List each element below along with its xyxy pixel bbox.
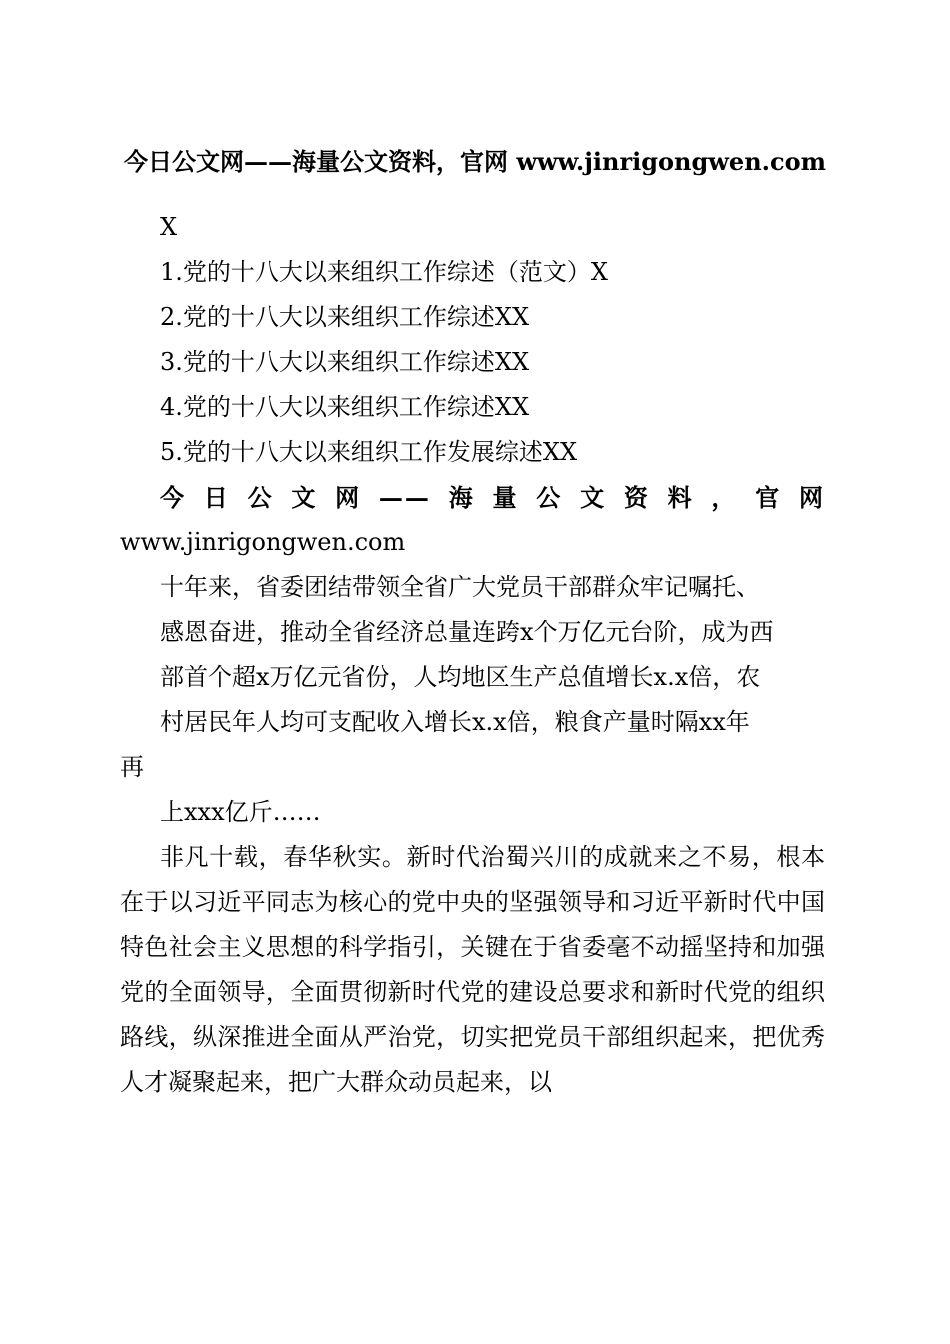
paragraph-line: 感恩奋进，推动全省经济总量连跨x个万亿元台阶，成为西 xyxy=(160,618,774,646)
document-body xyxy=(120,205,825,1105)
toc-item: 4.党的十八大以来组织工作综述XX xyxy=(160,393,530,421)
paragraph-line: 村居民年人均可支配收入增长x.x倍，粮食产量时隔xx年 xyxy=(160,708,750,736)
toc-item: 2.党的十八大以来组织工作综述XX xyxy=(160,303,530,331)
paragraph-line: 十年来，省委团结带领全省广大党员干部群众牢记嘱托、 xyxy=(160,573,760,601)
toc-item: 5.党的十八大以来组织工作发展综述XX xyxy=(160,438,578,466)
toc-marker: X xyxy=(160,213,178,241)
paragraph: 非凡十载，春华秋实。新时代治蜀兴川的成就来之不易，根本在于以习近平同志为核心的党中央的坚强领导和习近平新时代中国特色社会主义思想的科学指引，关键在于省委毫不动摇坚持和加强党的全面领导，全面贯彻新时代党的建设总要求和新时代党的组织路线，纵深推进全面从严治党，切实把党员干部组织起来，把优秀人才凝聚起来，把广大群众动员起来，以 xyxy=(120,843,825,1096)
paragraph-line: 再 xyxy=(120,753,144,781)
watermark-text: 今日公文网——海量公文资料，官网 xyxy=(160,483,825,512)
paragraph-short: 上xxx亿斤…… xyxy=(160,798,321,826)
paragraph-line: 部首个超x万亿元省份，人均地区生产总值增长x.x倍，农 xyxy=(160,663,761,691)
toc-item: 3.党的十八大以来组织工作综述XX xyxy=(160,348,530,376)
watermark-url: www.jinrigongwen.com xyxy=(120,528,406,556)
page-header-title: 今日公文网——海量公文资料，官网 www.jinrigongwen.com xyxy=(123,147,827,176)
toc-item: 1.党的十八大以来组织工作综述（范文）X xyxy=(160,258,608,286)
